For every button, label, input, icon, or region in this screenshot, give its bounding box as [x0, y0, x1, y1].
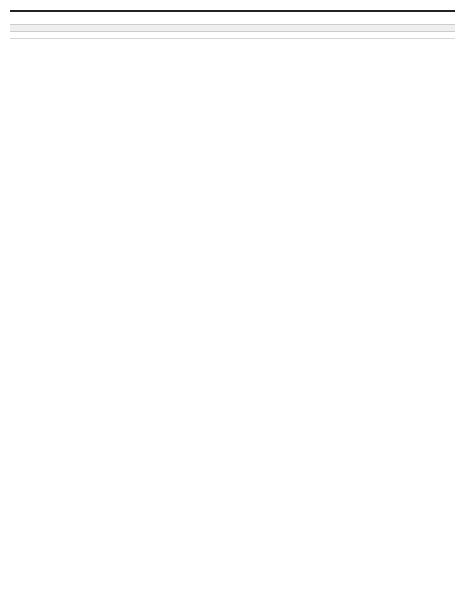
article-body: [10, 38, 455, 593]
subheadline: [10, 24, 455, 32]
article-header: [10, 20, 455, 32]
top-divider: [10, 10, 455, 12]
